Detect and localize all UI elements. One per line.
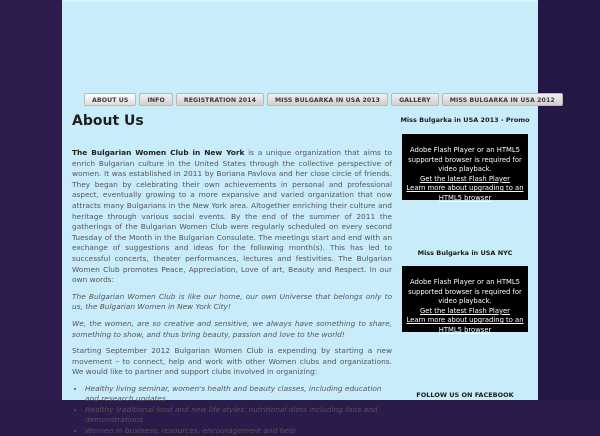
list-item: • Healthy living seminar, women's health and beauty classes, including education and research updates [85, 384, 392, 405]
video-player-nyc[interactable] [402, 266, 528, 332]
widget-title-nyc: Miss Bulgarka in USA NYC [417, 249, 513, 257]
nav-gallery[interactable]: GALLERY [391, 93, 439, 106]
list-item: • Women in business, resources, encouragement and help [85, 426, 392, 436]
widget-title-facebook: FOLLOW US ON FACEBOOK [416, 391, 514, 399]
list-item: • Healthy traditional food and new life styles' nutritional diets including fairs and demonstrations [85, 405, 392, 426]
video-player-promo[interactable] [402, 134, 528, 200]
header-top-border [62, 0, 538, 2]
nav-info[interactable]: INFO [139, 93, 172, 106]
flash-player-link[interactable]: Get the latest Flash Player [420, 306, 510, 315]
paragraph-3: Starting September 2012 Bulgarian Women Club is expending by starting a new movement – to connect, help and work with other Women clubs and organizations. We would like to partner and support clubs involved in organizing: [72, 346, 392, 377]
quote-2: We, the women, are so creative and sensitive, we always have something to share, something to show, and thus bring beauty, passion and love to the world! [72, 318, 392, 339]
widget-title-promo: Miss Bulgarka in USA 2013 - Promo [400, 116, 530, 124]
main-content [72, 148, 392, 436]
video-message: Adobe Flash Player or an HTML5 supported browser is required for video playback. [408, 146, 522, 174]
site-container [62, 0, 555, 435]
html5-upgrade-link[interactable]: Learn more about upgrading to an HTML5 browser [406, 316, 524, 334]
main-header [72, 110, 392, 129]
nav-miss-bulgarka-2012[interactable]: MISS BULGARKA IN USA 2012 [442, 93, 563, 106]
intro-strong: The Bulgarian Women Club in New York [72, 148, 245, 157]
nav-registration-2014[interactable]: REGISTRATION 2014 [176, 93, 264, 106]
nav-about-us[interactable]: ABOUT US [84, 93, 136, 106]
intro-paragraph [72, 148, 392, 286]
quote-1: The Bulgarian Women Club is like our home, our own Universe that belongs only to us, the Bulgarian Women in New York City! [72, 291, 392, 312]
page-title: About Us [72, 113, 144, 129]
nav-miss-bulgarka-2013[interactable]: MISS BULGARKA IN USA 2013 [267, 93, 388, 106]
page-background-right [538, 0, 600, 400]
html5-upgrade-link[interactable]: Learn more about upgrading to an HTML5 browser [406, 184, 524, 202]
video-message: Adobe Flash Player or an HTML5 supported browser is required for video playback. [408, 278, 522, 306]
page-background-left [0, 0, 62, 400]
flash-player-link[interactable]: Get the latest Flash Player [420, 174, 510, 183]
main-nav [84, 93, 563, 106]
bullet-list [72, 384, 392, 436]
intro-text: is a unique organization that aims to enrich Bulgarian culture in the United States through the collective perspective of women. It was established in 2011 by Boriana Pavlova and her close circle of friends. They began by celebrating their own achievements in personal and professional aspect, eventually growing to a more expansive and varied organization that now attracts many Bulgarians in the New York area. Altogether enriching their culture and heritage through various social events. By the end of the summer of 2011 the gatherings of the Bulgarian Women Club were regularly scheduled on every second Tuesday of the Month in the Bulgarian Consulate. The meetings start and end with an exchange of suggestions and ideas for the following month(s). This has led to successful concerts, theater performances, lectures and festivities. The Bulgarian Women Club promotes Peace, Appreciation, Love of art, Beauty and Respect. In our own words: [72, 148, 392, 285]
